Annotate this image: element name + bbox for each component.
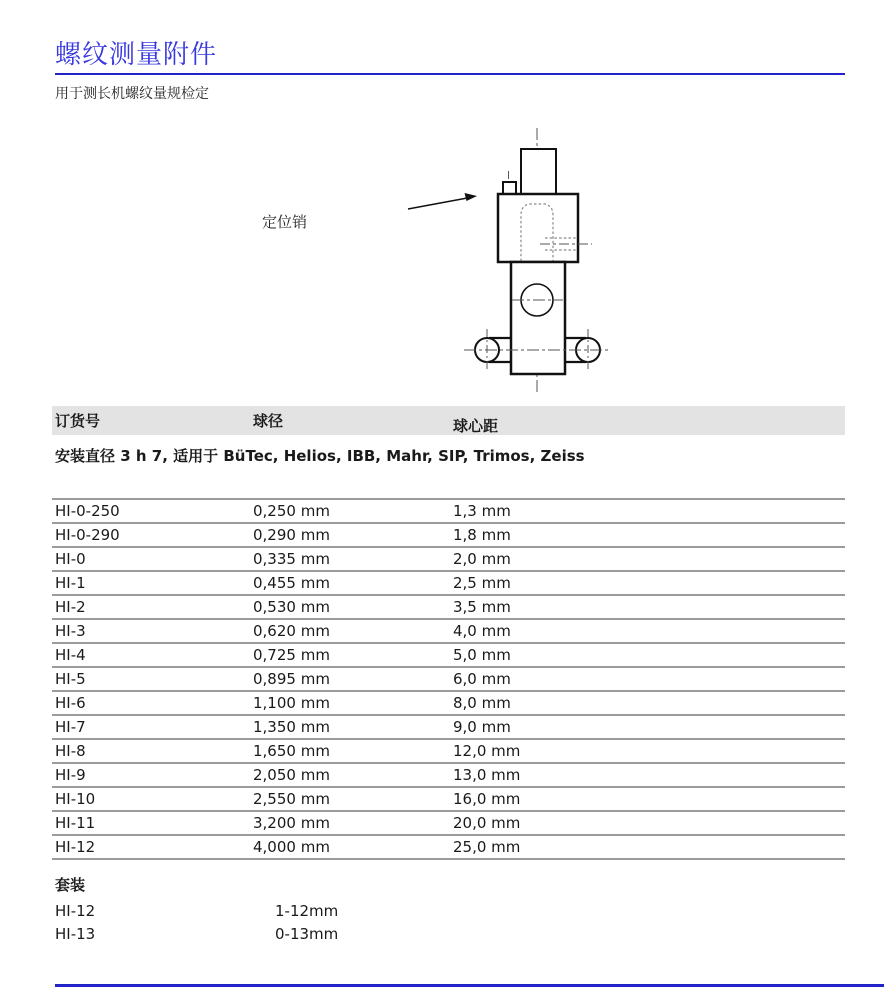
center-distance-cell: 16,0 mm: [453, 790, 521, 808]
order-no-cell: HI-1: [55, 574, 86, 592]
ball-diameter-cell: 0,290 mm: [253, 526, 330, 544]
header-ball-diameter: 球径: [253, 412, 284, 430]
order-no-cell: HI-11: [55, 814, 96, 832]
table-row: [52, 738, 845, 762]
table-row: [52, 570, 845, 594]
column-rect: [511, 262, 565, 374]
set-row: [52, 900, 652, 923]
order-no-cell: HI-7: [55, 718, 86, 736]
center-distance-cell: 2,5 mm: [453, 574, 511, 592]
ball-diameter-cell: 1,100 mm: [253, 694, 330, 712]
title-underline-rule: [55, 73, 845, 75]
table-row: [52, 690, 845, 714]
page-title: 螺纹测量附件: [55, 40, 218, 70]
order-no-cell: HI-2: [55, 598, 86, 616]
table-row: [52, 498, 845, 522]
center-distance-cell: 12,0 mm: [453, 742, 521, 760]
gauge-drawing-svg: [230, 115, 650, 400]
table-row: [52, 666, 845, 690]
table-row: [52, 762, 845, 786]
order-no-cell: HI-9: [55, 766, 86, 784]
table-row: [52, 618, 845, 642]
ball-diameter-cell: 4,000 mm: [253, 838, 330, 856]
ball-diameter-cell: 0,620 mm: [253, 622, 330, 640]
ball-diameter-cell: 0,530 mm: [253, 598, 330, 616]
center-distance-cell: 6,0 mm: [453, 670, 511, 688]
order-no-cell: HI-12: [55, 838, 96, 856]
stem-rect: [521, 149, 556, 195]
ball-diameter-cell: 0,250 mm: [253, 502, 330, 520]
center-distance-cell: 3,5 mm: [453, 598, 511, 616]
table-row: [52, 546, 845, 570]
mounting-spec-note: 安装直径 3 h 7, 适用于 BüTec, Helios, IBB, Mahr, SIP, Trimos, Zeiss: [55, 447, 585, 465]
ball-diameter-cell: 2,550 mm: [253, 790, 330, 808]
center-distance-cell: 25,0 mm: [453, 838, 521, 856]
annotation-arrow-head: [465, 193, 478, 201]
table-row: [52, 834, 845, 860]
center-distance-cell: 2,0 mm: [453, 550, 511, 568]
body-rect: [498, 194, 578, 262]
center-distance-cell: 20,0 mm: [453, 814, 521, 832]
ball-diameter-cell: 0,455 mm: [253, 574, 330, 592]
ball-diameter-cell: 2,050 mm: [253, 766, 330, 784]
set-order-no-cell: HI-12: [55, 902, 96, 920]
annotation-arrow-line: [408, 198, 470, 210]
order-no-cell: HI-3: [55, 622, 86, 640]
order-no-cell: HI-10: [55, 790, 96, 808]
table-row: [52, 642, 845, 666]
order-no-cell: HI-8: [55, 742, 86, 760]
page-bottom-rule: [55, 984, 884, 987]
positioning-pin-rect: [503, 182, 516, 194]
thread-gauge-technical-drawing: [230, 115, 650, 400]
center-distance-cell: 13,0 mm: [453, 766, 521, 784]
center-distance-cell: 4,0 mm: [453, 622, 511, 640]
center-distance-cell: 9,0 mm: [453, 718, 511, 736]
sets-section-title: 套装: [55, 876, 86, 894]
table-row: [52, 714, 845, 738]
ball-diameter-cell: 0,335 mm: [253, 550, 330, 568]
ball-diameter-cell: 0,895 mm: [253, 670, 330, 688]
ball-diameter-cell: 0,725 mm: [253, 646, 330, 664]
set-range-cell: 0-13mm: [275, 925, 339, 943]
table-row: [52, 594, 845, 618]
order-no-cell: HI-0: [55, 550, 86, 568]
order-no-cell: HI-4: [55, 646, 86, 664]
set-order-no-cell: HI-13: [55, 925, 96, 943]
table-row: [52, 810, 845, 834]
set-row: [52, 923, 652, 946]
header-center-distance: 球心距: [453, 417, 499, 435]
page-subtitle: 用于测长机螺纹量规检定: [55, 86, 209, 102]
ball-diameter-cell: 1,650 mm: [253, 742, 330, 760]
ball-diameter-cell: 3,200 mm: [253, 814, 330, 832]
center-distance-cell: 8,0 mm: [453, 694, 511, 712]
ball-diameter-cell: 1,350 mm: [253, 718, 330, 736]
parts-table: [52, 498, 845, 860]
center-distance-cell: 1,8 mm: [453, 526, 511, 544]
sets-rows: [52, 900, 652, 946]
table-row: [52, 786, 845, 810]
center-distance-cell: 5,0 mm: [453, 646, 511, 664]
set-range-cell: 1-12mm: [275, 902, 339, 920]
order-no-cell: HI-6: [55, 694, 86, 712]
table-row: [52, 522, 845, 546]
header-order-no: 订货号: [55, 412, 101, 430]
table-header-row: [52, 406, 845, 435]
order-no-cell: HI-0-290: [55, 526, 120, 544]
order-no-cell: HI-5: [55, 670, 86, 688]
pin-label: 定位销: [262, 213, 308, 231]
order-no-cell: HI-0-250: [55, 502, 120, 520]
center-distance-cell: 1,3 mm: [453, 502, 511, 520]
